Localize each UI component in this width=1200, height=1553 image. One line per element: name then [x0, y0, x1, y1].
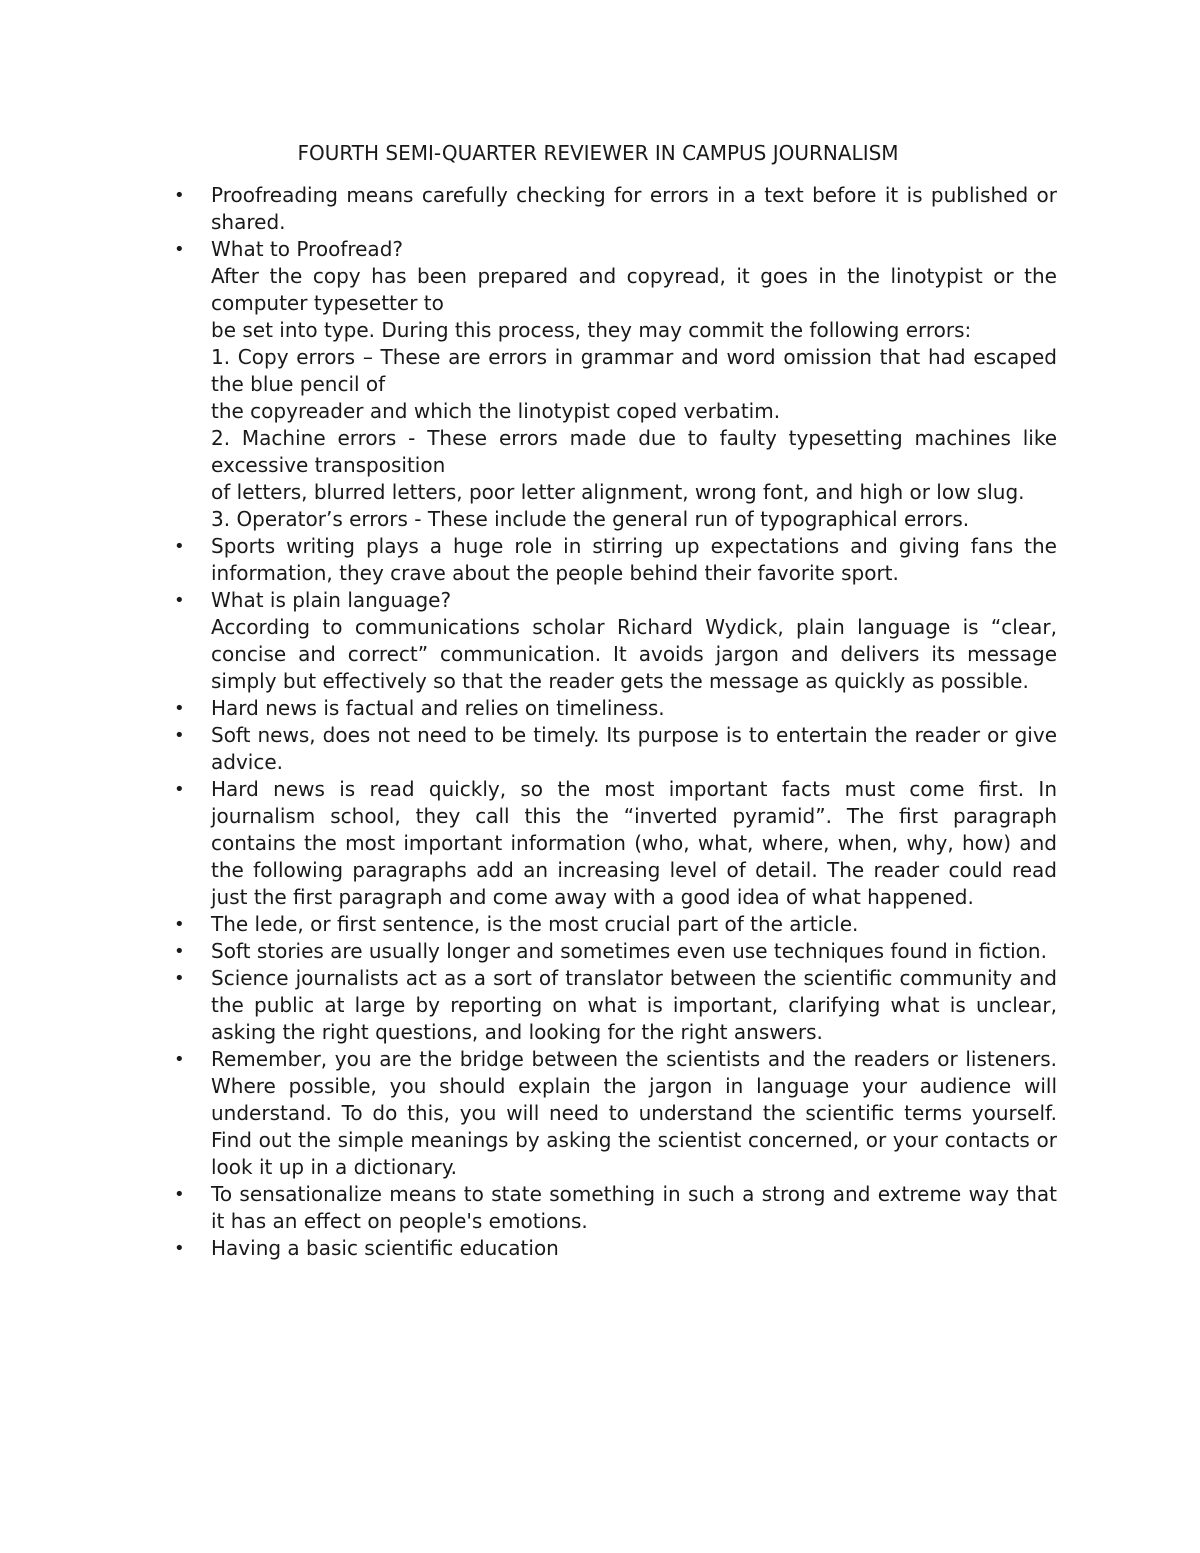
bullet-icon: • — [174, 941, 185, 962]
bullet-icon: • — [174, 698, 185, 719]
list-item-text: Hard news is read quickly, so the most important facts must come first. In journalism school, they call this the “inverted pyramid”. The first paragraph contains the most important information (who, what, where, when, why, how) and the following paragraphs add an increasing level of detail. The reader could read just the first paragraph and come away with a good idea of what happened. — [211, 777, 1057, 909]
list-item-text: Having a basic scientific education — [211, 1236, 559, 1260]
list-item-line: According to communications scholar Richard Wydick, plain language is “clear, concise and correct” communication. It avoids jargon and delivers its message simply but effectively so that the reader gets the message as quickly as possible. — [211, 615, 1057, 693]
bullet-icon: • — [174, 185, 185, 206]
bullet-icon: • — [174, 1238, 185, 1259]
list-item-text: The lede, or first sentence, is the most crucial part of the article. — [211, 912, 859, 936]
list-item-text: To sensationalize means to state something in such a strong and extreme way that it has an effect on people's emotions. — [211, 1182, 1057, 1233]
bullet-icon: • — [174, 725, 185, 746]
list-item — [174, 1046, 1057, 1181]
list-item — [174, 695, 1057, 722]
list-item — [174, 236, 1057, 533]
bullet-icon: • — [174, 590, 185, 611]
bullet-icon: • — [174, 968, 185, 989]
bullet-icon: • — [174, 239, 185, 260]
list-item — [174, 911, 1057, 938]
list-item — [174, 722, 1057, 776]
bullet-icon: • — [174, 1184, 185, 1205]
list-item-line: 2. Machine errors - These errors made due to faulty typesetting machines like excessive transposition — [211, 426, 1057, 477]
list-item — [174, 182, 1057, 236]
bullet-icon: • — [174, 1049, 185, 1070]
list-item — [174, 965, 1057, 1046]
list-item — [174, 776, 1057, 911]
bullet-icon: • — [174, 914, 185, 935]
list-item-text: Sports writing plays a huge role in stirring up expectations and giving fans the information, they crave about the people behind their favorite sport. — [211, 534, 1057, 585]
list-item-text: Soft news, does not need to be timely. Its purpose is to entertain the reader or give advice. — [211, 723, 1057, 774]
list-item-heading: What is plain language? — [211, 588, 452, 612]
list-item — [174, 587, 1057, 695]
document-title — [0, 138, 1200, 168]
bullet-icon: • — [174, 536, 185, 557]
list-item — [174, 533, 1057, 587]
list-item-line: 1. Copy errors – These are errors in grammar and word omission that had escaped the blue pencil of — [211, 345, 1057, 396]
document-title-text: FOURTH SEMI-QUARTER REVIEWER IN CAMPUS JOURNALISM — [297, 141, 899, 165]
list-item-text: Hard news is factual and relies on timeliness. — [211, 696, 665, 720]
list-item — [174, 1181, 1057, 1235]
list-item-text: Remember, you are the bridge between the scientists and the readers or listeners. Where possible, you should explain the jargon in language your audience will understand. To do this, you will need to understand the scientific terms yourself. Find out the simple meanings by asking the scientist concerned, or your contacts or look it up in a dictionary. — [211, 1047, 1057, 1179]
list-item-line: of letters, blurred letters, poor letter alignment, wrong font, and high or low slug. — [211, 480, 1025, 504]
list-item-line: After the copy has been prepared and copyread, it goes in the linotypist or the computer typesetter to — [211, 264, 1057, 315]
list-item — [174, 1235, 1057, 1262]
list-item — [174, 938, 1057, 965]
bullet-icon: • — [174, 779, 185, 800]
list-item-text: Soft stories are usually longer and sometimes even use techniques found in fiction. — [211, 939, 1047, 963]
list-item-text: Science journalists act as a sort of translator between the scientific community and the public at large by reporting on what is important, clarifying what is unclear, asking the right questions, and looking for the right answers. — [211, 966, 1057, 1044]
list-item-heading: What to Proofread? — [211, 237, 404, 261]
list-item-line: the copyreader and which the linotypist coped verbatim. — [211, 399, 781, 423]
list-item-line: 3. Operator’s errors - These include the general run of typographical errors. — [211, 507, 970, 531]
reviewer-bullet-list — [174, 182, 1057, 1262]
list-item-line: be set into type. During this process, they may commit the following errors: — [211, 318, 972, 342]
list-item-text: Proofreading means carefully checking for errors in a text before it is published or shared. — [211, 183, 1057, 234]
